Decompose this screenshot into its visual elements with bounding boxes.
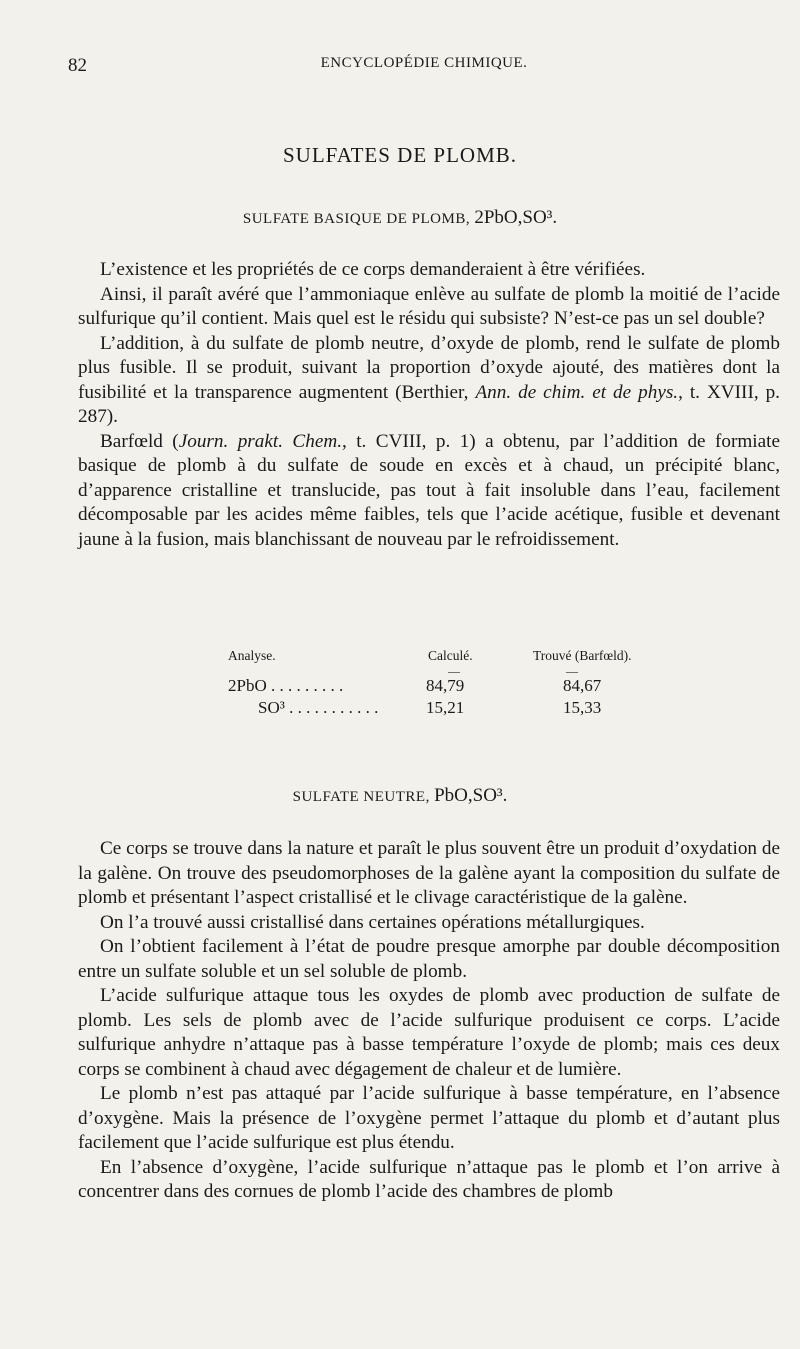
citation: Ann. de chim. et de phys. bbox=[475, 381, 679, 403]
section-formula: 2PbO,SO³. bbox=[474, 207, 558, 228]
row-label: 2PbO . . . . . . . . . bbox=[228, 676, 344, 695]
section-formula: PbO,SO³. bbox=[434, 785, 508, 806]
paragraph: Ce corps se trouve dans la nature et paraît le plus souvent être un produit d’oxydation de la galène. On trouve des pseudomorphoses de la galène ayant la composition du sulfate de plomb et présentant l’aspect cristallisé et le clivage caractéristique de la galène. bbox=[78, 838, 780, 908]
table-row bbox=[228, 698, 668, 720]
row-calc: 84,79 bbox=[426, 676, 465, 695]
analysis-header: Analyse. bbox=[228, 648, 276, 663]
analysis-table bbox=[228, 648, 668, 720]
section2-body bbox=[78, 837, 780, 1205]
section1-body bbox=[78, 258, 780, 552]
running-head: ENCYCLOPÉDIE CHIMIQUE. bbox=[320, 55, 528, 71]
section-heading-text: SULFATE BASIQUE DE PLOMB, bbox=[242, 211, 471, 227]
paragraph: L’existence et les propriétés de ce corps demanderaient à être vérifiées. bbox=[100, 259, 646, 280]
section-heading-neutral-sulfate bbox=[0, 785, 800, 807]
table-row: — — 2PbO . . . . . . . . . 84,79 84,67 bbox=[228, 664, 602, 695]
row-found: 84,67 bbox=[563, 676, 602, 695]
row-calc: 15,21 bbox=[426, 698, 465, 717]
paragraph: Le plomb n’est pas attaqué par l’acide sulfurique à basse température, en l’absence d’oxygène. Mais la présence de l’oxygène permet l’attaque du plomb et d’autant plus facilement que l’acide sulfurique est plus étendu. bbox=[78, 1083, 780, 1153]
paragraph: Ainsi, il paraît avéré que l’ammoniaque enlève au sulfate de plomb la moitié de l’acide sulfurique qu’il contient. Mais quel est le résidu qui subsiste? N’est-ce pas un sel double? bbox=[78, 283, 780, 329]
found-header: Trouvé (Barfœld). bbox=[533, 648, 632, 663]
paragraph: L’acide sulfurique attaque tous les oxydes de plomb avec production de sulfate de plomb. Les sels de plomb avec de l’acide sulfurique produisent ce corps. L’acide sulfurique anhydre n’attaque pas à basse température l’oxyde de plomb; mais ces deux corps se combinent à chaud avec dégagement de chaleur et de lumière. bbox=[78, 985, 780, 1080]
row-found: 15,33 bbox=[563, 698, 602, 717]
citation: Journ. prakt. Chem. bbox=[178, 430, 342, 452]
paragraph: On l’obtient facilement à l’état de poudre presque amorphe par double décomposition entre un sulfate soluble et un sel soluble de plomb. bbox=[78, 936, 780, 982]
section-heading-text: SULFATE NEUTRE, bbox=[292, 789, 430, 805]
paragraph: On l’a trouvé aussi cristallisé dans certaines opérations métallurgiques. bbox=[100, 911, 645, 933]
paragraph: L’addition, à du sulfate de plomb neutre, d’oxyde de plomb, rend le sulfate de plomb plus fusible. Il se produit, suivant la proportion d’oxyde ajouté, des matières dont la fusibilité et la transparence augmentent (Berthier, Ann. de chim. et de phys., t. XVIII, p. 287). bbox=[78, 332, 780, 427]
calculated-header: Calculé. bbox=[428, 648, 473, 663]
chapter-title: SULFATES DE PLOMB. bbox=[282, 143, 518, 167]
section-heading-basic-sulfate bbox=[0, 207, 800, 229]
page-number: 82 bbox=[68, 55, 87, 76]
row-label: SO³ . . . . . . . . . . . bbox=[258, 698, 379, 717]
paragraph: En l’absence d’oxygène, l’acide sulfurique n’attaque pas le plomb et l’on arrive à concentrer dans des cornues de plomb l’acide des chambres de plomb bbox=[78, 1156, 780, 1202]
paragraph: Barfœld (Journ. prakt. Chem., t. CVIII, p. 1) a obtenu, par l’addition de formiate basique de plomb à du sulfate de soude en excès et à chaud, un précipité blanc, d’apparence cristalline et translucide, pas tout à fait insoluble dans l’eau, facilement décomposable par les acides même faibles, tels que l’acide acétique, fusible et devenant jaune à la fusion, mais blanchissant de nouveau par le refroidissement. bbox=[78, 430, 780, 550]
page-header bbox=[68, 55, 780, 79]
